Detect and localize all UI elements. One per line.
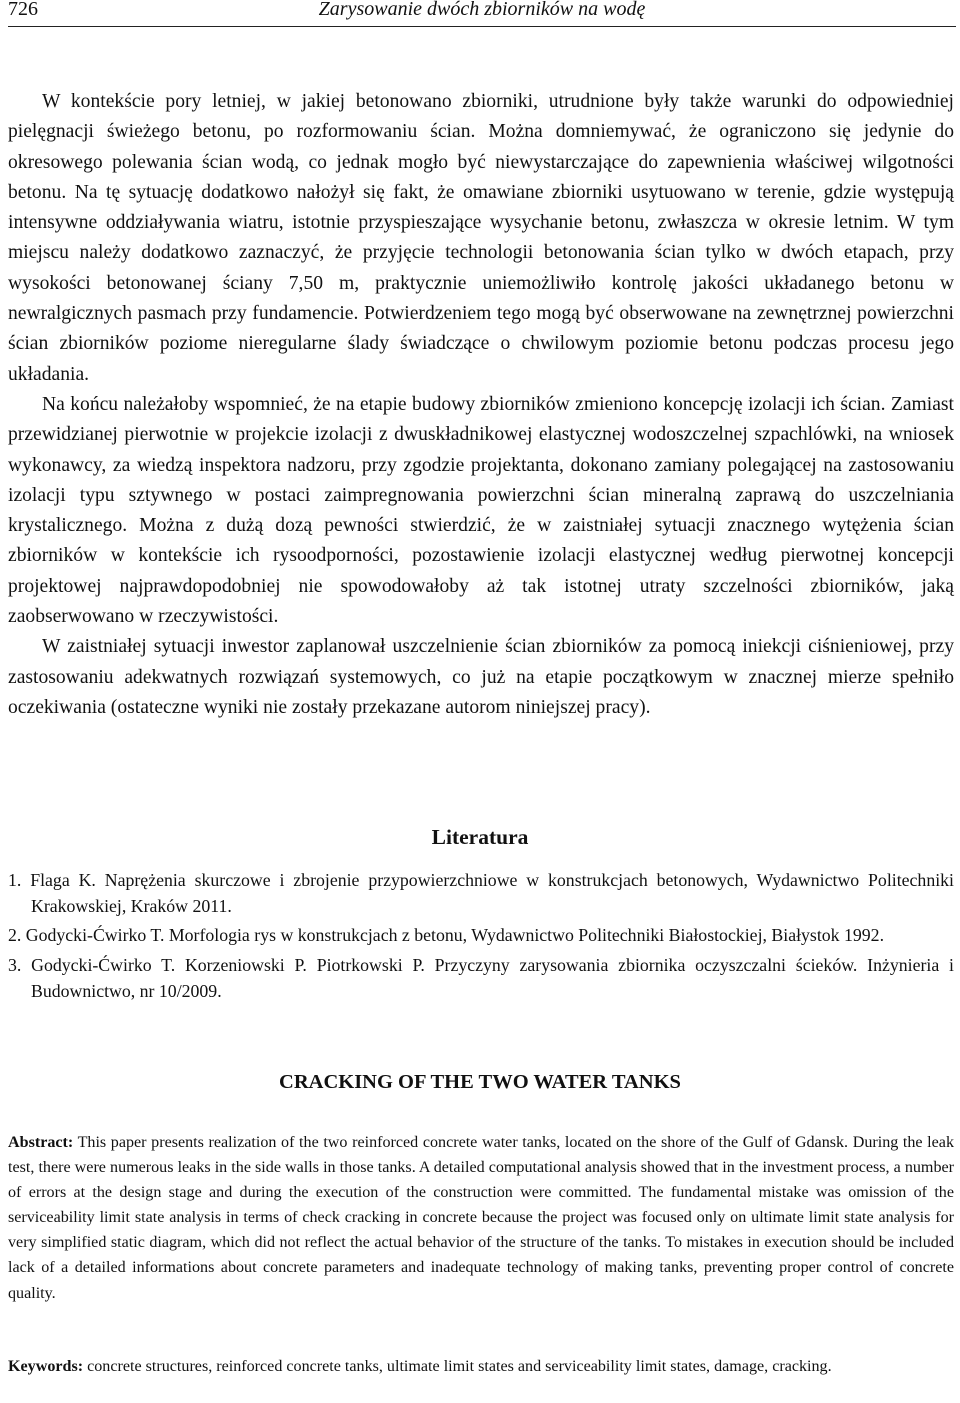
reference-item: 3. Godycki-Ćwirko T. Korzeniowski P. Piotrkowski P. Przyczyny zarysowania zbiornika oczyszczalni ścieków. Inżynieria i Budownictwo, nr 10/2009. bbox=[8, 954, 954, 1001]
reference-item: 2. Godycki-Ćwirko T. Morfologia rys w konstrukcjach z betonu, Wydawnictwo Politechniki Białostockiej, Białystok 1992. bbox=[8, 925, 885, 946]
abstract bbox=[8, 1130, 954, 1306]
abstract-label: Abstract: bbox=[8, 1134, 74, 1151]
body-paragraph: W kontekście pory letniej, w jakiej betonowano zbiorniki, utrudnione były także warunki do odpowiedniej pielęgnacji świeżego betonu, po rozformowaniu ścian. Można domniemywać, że ograniczono się jedynie do okresowego polewania ścian wodą, co jednak mogło być niewystarczające do zapewnienia właściwej wilgotności betonu. Na tę sytuację dodatkowo nałożył się fakt, że omawiane zbiorniki usytuowano w terenie, gdzie występują intensywne oddziaływania wiatru, istotnie przyspieszające wysychanie betonu, zwłaszcza w okresie letnim. W tym miejscu należy dodatkowo zaznaczyć, że przyjęcie technologii betonowania ścian tylko w dwóch etapach, przy wysokości betonowanej ściany 7,50 m, praktycznie uniemożliwiło kontrolę jakości układanego betonu w newralgicznych pasmach przy fundamencie. Potwierdzeniem tego mogą być obserwowane na zewnętrznej powierzchni ścian zbiorników poziome nieregularne ślady świadczące o chwilowym poziomie betonu podczas procesu jego układania. bbox=[8, 91, 954, 385]
english-title: CRACKING OF THE TWO WATER TANKS bbox=[279, 1071, 681, 1093]
keywords-label: Keywords: bbox=[8, 1358, 84, 1375]
keywords bbox=[8, 1355, 954, 1380]
page-number: 726 bbox=[8, 0, 38, 20]
running-title: Zarysowanie dwóch zbiorników na wodę bbox=[318, 0, 646, 20]
reference-list bbox=[8, 867, 954, 1007]
literature-heading: Literatura bbox=[431, 825, 529, 849]
page-header bbox=[8, 0, 956, 27]
reference-item: 1. Flaga K. Naprężenia skurczowe i zbrojenie przypowierzchniowe w konstrukcjach betonowych, Wydawnictwo Politechniki Krakowskiej, Kraków 2011. bbox=[8, 870, 954, 917]
body-paragraph: Na końcu należałoby wspomnieć, że na etapie budowy zbiorników zmieniono koncepcję izolacji ich ścian. Zamiast przewidzianej pierwotnie w projekcie izolacji z dwuskładnikowej elastycznej wodoszczelnej szpachlówki, na wniosek wykonawcy, za wiedzą inspektora nadzoru, przy zgodzie projektanta, dokonano zamiany polegającej na zastosowaniu izolacji typu sztywnego w postaci zaimpregnowania powierzchni ścian mineralną zaprawą do uszczelniania krystalicznego. Można z dużą dozą pewności stwierdzić, że w zaistniałej sytuacji znacznego wytężenia ścian zbiorników w kontekście ich rysoodporności, pozostawienie izolacji elastycznej według pierwotnej koncepcji projektowej najprawdopodobniej nie spowodowałoby aż tak istotnej utraty szczelności zbiorników, jaką zaobserwowano w rzeczywistości. bbox=[8, 393, 954, 628]
body-paragraph: W zaistniałej sytuacji inwestor zaplanował uszczelnienie ścian zbiorników za pomocą iniekcji ciśnieniowej, przy zastosowaniu adekwatnych rozwiązań systemowych, co już na etapie początkowym w znacznej mierze spełniło oczekiwania (ostateczne wyniki nie zostały przekazane autorom niniejszej pracy). bbox=[8, 636, 954, 718]
abstract-text: This paper presents realization of the two reinforced concrete water tanks, located on the shore of the Gulf of Gdansk. During the leak test, there were numerous leaks in the side walls in those tanks. A detailed computational analysis showed that in the investment process, a number of errors at the design stage and during the execution of the construction were committed. The fundamental mistake was omission of the serviceability limit state analysis in terms of check cracking in concrete because the project was focused only on ultimate limit state analysis for very simplified static diagram, which did not reflect the actual behavior of the structure of the tanks. To mistakes in execution should be included lack of a detailed informations about concrete parameters and inadequate technology of making tanks, preventing proper control of concrete quality. bbox=[8, 1134, 954, 1302]
keywords-text: concrete structures, reinforced concrete tanks, ultimate limit states and serviceability limit states, damage, cracking. bbox=[83, 1358, 832, 1375]
body-text bbox=[8, 87, 954, 723]
